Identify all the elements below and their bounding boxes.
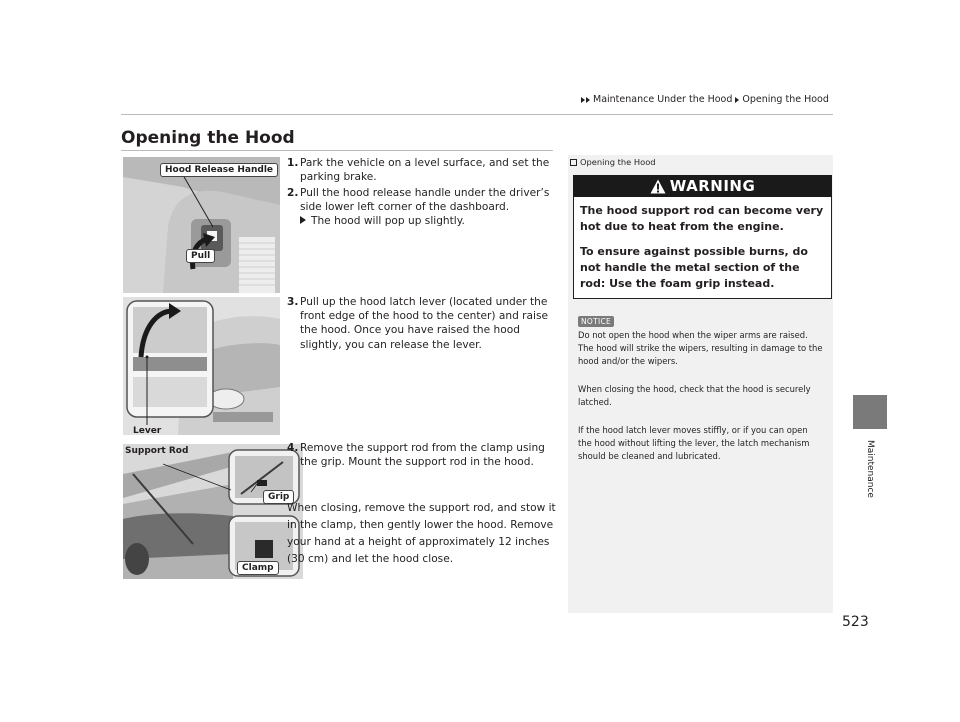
hood-release-handle-image bbox=[123, 157, 280, 293]
breadcrumb bbox=[581, 94, 829, 105]
warning-label: WARNING bbox=[669, 177, 756, 195]
support-rod-image bbox=[123, 444, 303, 579]
breadcrumb-section[interactable]: Maintenance Under the Hood bbox=[593, 94, 733, 105]
notice-text-1: Do not open the hood when the wiper arms are raised. The hood will strike the wipers, resulting in damage to the hood and/or the wipers. bbox=[578, 330, 823, 366]
header-divider bbox=[121, 114, 833, 115]
warning-icon bbox=[650, 179, 666, 194]
step-text: Pull the hood release handle under the driver’s side lower left corner of the dashboard. bbox=[300, 187, 550, 214]
step-2 bbox=[287, 186, 559, 229]
warning-text-2: To ensure against possible burns, do not handle the metal section of the rod: Use the foam grip instead. bbox=[580, 245, 808, 290]
label-pull: Pull bbox=[186, 249, 215, 263]
step-text: Pull up the hood latch lever (located under the front edge of the hood to the center) and raise the hood. Once you have raised the hood slightly, you can release the lever. bbox=[300, 296, 548, 351]
label-hood-release-handle: Hood Release Handle bbox=[160, 163, 278, 177]
step-1 bbox=[287, 156, 559, 184]
page-number: 523 bbox=[842, 614, 869, 630]
arrow-right-icon bbox=[300, 216, 306, 224]
step-result bbox=[287, 214, 559, 228]
reference-icon bbox=[570, 159, 577, 166]
step-number: 4. bbox=[287, 442, 299, 454]
section-tab[interactable] bbox=[853, 395, 887, 429]
step-text: Remove the support rod from the clamp using the grip. Mount the support rod in the hood. bbox=[300, 442, 545, 469]
step-number: 1. bbox=[287, 157, 299, 169]
step-4 bbox=[287, 441, 559, 469]
hood-latch-lever-image bbox=[123, 297, 280, 435]
notice-text-3: If the hood latch lever moves stiffly, or if you can open the hood without lifting the lever, the latch mechanism should be cleaned and lubricated. bbox=[578, 425, 810, 461]
closing-paragraph: When closing, remove the support rod, and stow it in the clamp, then gently lower the hood. Remove your hand at a height of approximately 12 inches (30 cm) and let the hood close. bbox=[287, 502, 556, 565]
label-clamp: Clamp bbox=[237, 561, 279, 575]
breadcrumb-page: Opening the Hood bbox=[742, 94, 829, 105]
warning-text-1: The hood support rod can become very hot due to heat from the engine. bbox=[580, 204, 824, 233]
step-3 bbox=[287, 295, 559, 352]
section-tab-label: Maintenance bbox=[865, 440, 875, 498]
notice-text-2: When closing the hood, check that the hood is securely latched. bbox=[578, 384, 811, 407]
warning-header bbox=[573, 175, 832, 197]
step-text: Park the vehicle on a level surface, and set the parking brake. bbox=[300, 157, 550, 184]
title-divider bbox=[121, 150, 553, 151]
label-lever: Lever bbox=[133, 426, 162, 436]
step-number: 2. bbox=[287, 187, 299, 199]
triangle-icon bbox=[581, 97, 585, 103]
page-title: Opening the Hood bbox=[121, 128, 295, 148]
label-grip: Grip bbox=[263, 490, 294, 504]
step-result-text: The hood will pop up slightly. bbox=[311, 215, 465, 228]
label-support-rod: Support Rod bbox=[125, 446, 189, 456]
triangle-icon bbox=[735, 97, 739, 103]
step-number: 3. bbox=[287, 296, 299, 308]
notice-badge: NOTICE bbox=[578, 316, 614, 327]
panel-heading-text: Opening the Hood bbox=[580, 157, 656, 167]
panel-heading bbox=[570, 157, 656, 167]
triangle-icon bbox=[586, 97, 590, 103]
